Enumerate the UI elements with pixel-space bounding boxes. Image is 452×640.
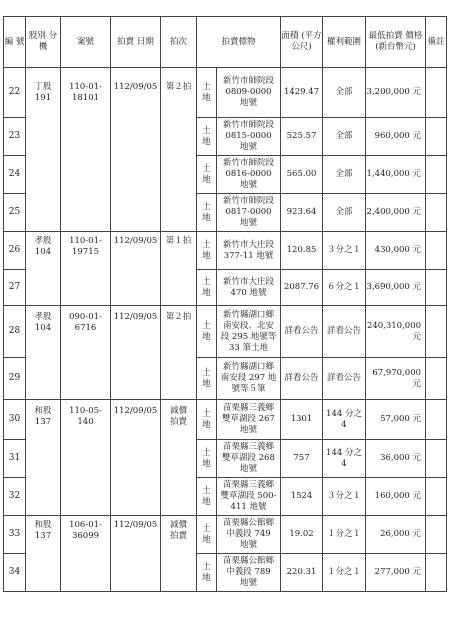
cell-object: 苗栗縣公館鄉 中義段 749 地號 [217,516,281,554]
header-object: 拍賣標物 [197,17,281,68]
cell-no: 27 [4,270,26,306]
cell-rights: １分之１ [323,554,366,592]
cell-no: 33 [4,516,26,554]
header-note: 備註 [426,17,447,68]
cell-branch: 孝股 104 [26,232,61,306]
cell-rights: 144 分之 4 [323,400,366,440]
cell-type: 土 地 [197,232,217,270]
cell-rights: 全部 [323,194,366,232]
cell-rights: 全部 [323,156,366,194]
cell-area: 757 [281,440,323,478]
auction-sheet [3,16,446,592]
cell-round: 第２拍 [161,306,197,400]
table-row [4,68,447,118]
table-row [4,400,447,440]
cell-no: 29 [4,358,26,400]
cell-date: 112/09/05 [111,306,161,400]
cell-price: 36,000 元 [366,440,426,478]
cell-object: 苗栗縣三義鄉 雙草湖段 268 地號 [217,440,281,478]
cell-type: 土 地 [197,118,217,156]
cell-round: 第２拍 [161,68,197,232]
cell-object: 苗栗縣三義鄉 雙草湖段 500- 411 地號 [217,478,281,516]
cell-rights: １分之１ [323,516,366,554]
cell-date: 112/09/05 [111,400,161,516]
cell-area: 923.64 [281,194,323,232]
header-price: 最低拍賣 價格 (新台幣元) [366,17,426,68]
cell-price: 3,200,000 元 [366,68,426,118]
table-row [4,516,447,554]
cell-area: 詳看公告 [281,306,323,358]
cell-object: 新竹市師院段 0816-0000 地號 [217,156,281,194]
cell-price: 3,690,000 元 [366,270,426,306]
cell-area: 1301 [281,400,323,440]
cell-case: 110-05- 140 [61,400,111,516]
header-area: 面積 (平方 公尺) [281,17,323,68]
cell-no: 31 [4,440,26,478]
cell-type: 土 地 [197,478,217,516]
cell-area: 525.57 [281,118,323,156]
cell-note [426,232,447,270]
cell-price: 57,000 元 [366,400,426,440]
table-row [4,306,447,358]
cell-price: 960,000 元 [366,118,426,156]
cell-area: 220.31 [281,554,323,592]
cell-rights: ３分之１ [323,478,366,516]
cell-price: 160,000 元 [366,478,426,516]
cell-note [426,478,447,516]
cell-object: 苗栗縣公館鄉 中義段 789 地號 [217,554,281,592]
cell-area: 120.85 [281,232,323,270]
cell-note [426,400,447,440]
cell-date: 112/09/05 [111,232,161,306]
cell-area: 2087.76 [281,270,323,306]
cell-note [426,358,447,400]
cell-note [426,516,447,554]
cell-date: 112/09/05 [111,68,161,232]
cell-rights: 144 分之 4 [323,440,366,478]
cell-date: 112/09/05 [111,516,161,592]
cell-type: 土 地 [197,194,217,232]
cell-note [426,306,447,358]
cell-type: 土 地 [197,554,217,592]
cell-price: 26,000 元 [366,516,426,554]
cell-note [426,554,447,592]
cell-round: 減價 拍賣 [161,400,197,516]
cell-type: 土 地 [197,358,217,400]
cell-note [426,156,447,194]
cell-case: 106-01- 36099 [61,516,111,592]
cell-rights: ３分之１ [323,232,366,270]
cell-object: 新竹市師院段 0815-0000 地號 [217,118,281,156]
cell-no: 26 [4,232,26,270]
header-rights: 權利範圍 [323,17,366,68]
cell-no: 23 [4,118,26,156]
cell-no: 34 [4,554,26,592]
cell-price: 277,000 元 [366,554,426,592]
header-branch: 股別 分機 [26,17,61,68]
cell-object: 新竹市大庄段 377-11 地號 [217,232,281,270]
header-round: 拍次 [161,17,197,68]
cell-object: 新竹市大庄段 470 地號 [217,270,281,306]
cell-object: 新竹縣湖口鄉 南安段 297 地 號等５筆 [217,358,281,400]
cell-no: 25 [4,194,26,232]
cell-no: 22 [4,68,26,118]
cell-note [426,68,447,118]
cell-no: 32 [4,478,26,516]
cell-branch: 和股 137 [26,400,61,516]
cell-area: 1524 [281,478,323,516]
cell-no: 24 [4,156,26,194]
cell-area: 1429.47 [281,68,323,118]
cell-note [426,194,447,232]
cell-branch: 和股 137 [26,516,61,592]
cell-object: 新竹市師院段 0809-0000 地號 [217,68,281,118]
cell-rights: 全部 [323,118,366,156]
cell-note [426,440,447,478]
cell-note [426,118,447,156]
cell-object: 新竹縣湖口鄉 南安段、北安 段 295 地號等 33 筆土地 [217,306,281,358]
cell-type: 土 地 [197,306,217,358]
cell-area: 565.00 [281,156,323,194]
cell-type: 土 地 [197,156,217,194]
header-case: 案號 [61,17,111,68]
cell-area: 19.02 [281,516,323,554]
cell-rights: 詳看公告 [323,306,366,358]
cell-rights: 詳看公告 [323,358,366,400]
header-date: 拍賣 日期 [111,17,161,68]
cell-type: 土 地 [197,440,217,478]
cell-case: 110-01- 19715 [61,232,111,306]
cell-round: 減價 拍賣 [161,516,197,592]
cell-rights: ６分之１ [323,270,366,306]
cell-area: 詳看公告 [281,358,323,400]
cell-round: 第１拍 [161,232,197,306]
cell-price: 1,440,000 元 [366,156,426,194]
header-row [4,17,447,68]
cell-object: 苗栗縣三義鄉 雙草湖段 267 地號 [217,400,281,440]
cell-price: 2,400,000 元 [366,194,426,232]
cell-rights: 全部 [323,68,366,118]
cell-no: 28 [4,306,26,358]
cell-note [426,270,447,306]
header-no: 編 號 [4,17,26,68]
cell-price: 430,000 元 [366,232,426,270]
cell-type: 土 地 [197,270,217,306]
cell-case: 090-01- 6716 [61,306,111,400]
cell-no: 30 [4,400,26,440]
auction-table [3,16,447,592]
cell-type: 土 地 [197,516,217,554]
cell-type: 土 地 [197,68,217,118]
cell-price: 67,970,000 元 [366,358,426,400]
table-row [4,232,447,270]
cell-price: 240,310,000 元 [366,306,426,358]
cell-type: 土 地 [197,400,217,440]
cell-case: 110-01- 18101 [61,68,111,232]
cell-object: 新竹市師院段 0817-0000 地號 [217,194,281,232]
cell-branch: 孝股 104 [26,306,61,400]
cell-branch: 丁股 191 [26,68,61,232]
